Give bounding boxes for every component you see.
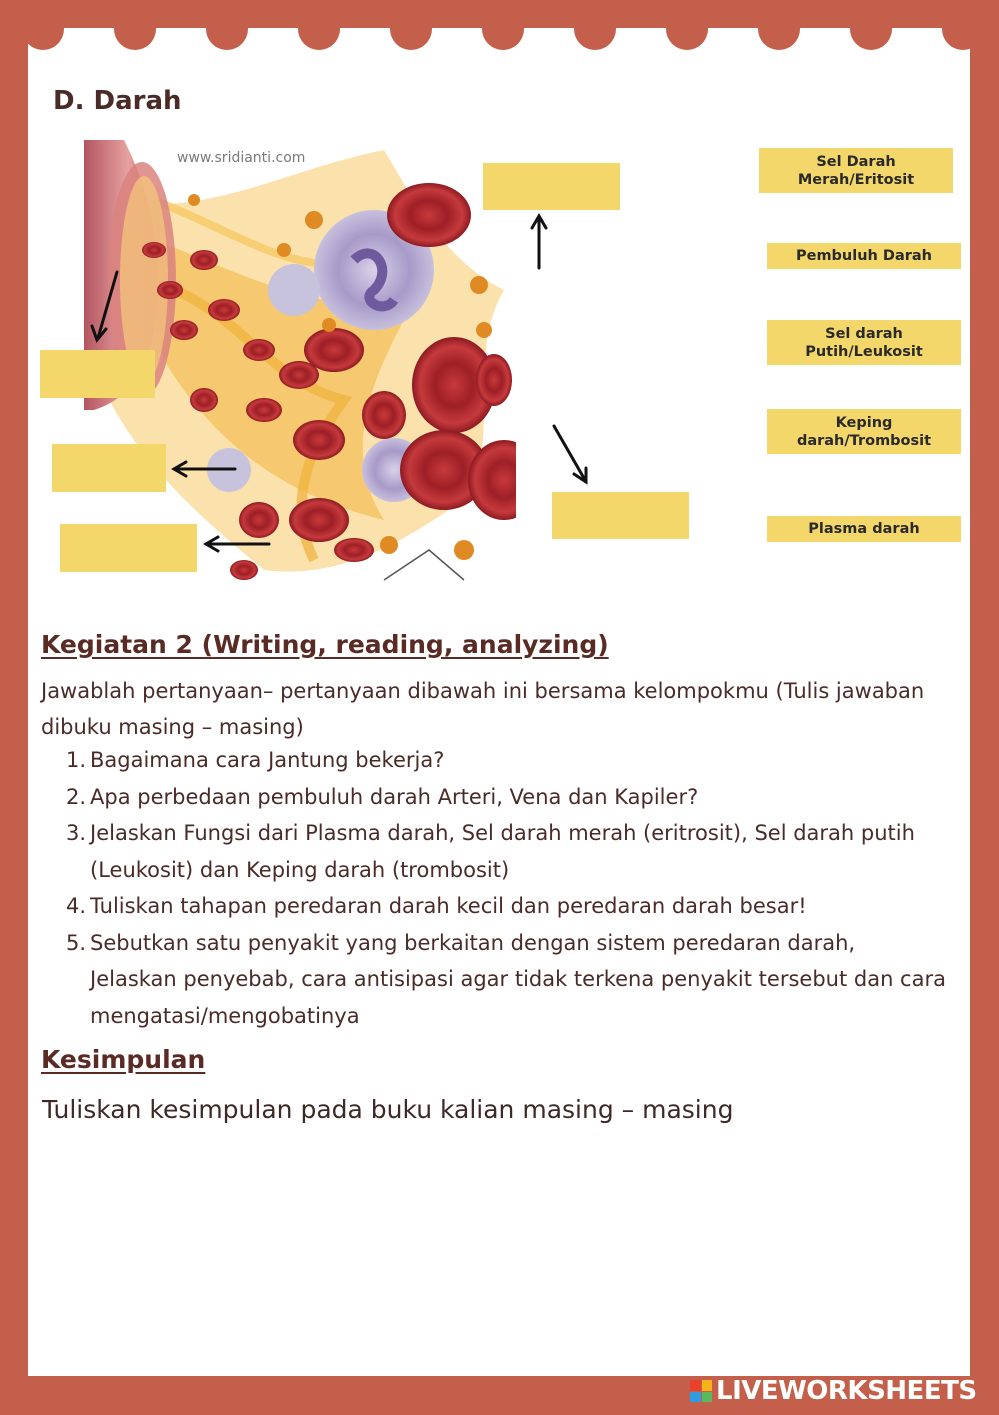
image-watermark: www.sridianti.com [177, 150, 306, 166]
question-number: 5. [66, 930, 87, 955]
question-item [66, 742, 946, 779]
question-item [66, 779, 946, 816]
question-text: Bagaimana cara Jantung bekerja? [90, 748, 445, 772]
answer-box-4[interactable] [552, 492, 689, 539]
answer-box-5[interactable] [60, 524, 197, 572]
activity-heading: Kegiatan 2 (Writing, reading, analyzing) [41, 630, 609, 659]
answer-box-1[interactable] [483, 163, 620, 210]
question-text: Sebutkan satu penyakit yang berkaitan dengan sistem peredaran darah, Jelaskan penyebab, cara antisipasi agar tidak terkena penyakit tersebut dan cara mengatasi/mengobatinya [90, 930, 946, 1028]
question-item [66, 815, 946, 888]
liveworksheets-logo-icon [690, 1380, 712, 1402]
activity-instruction: Jawablah pertanyaan– pertanyaan dibawah ini bersama kelompokmu (Tulis jawaban dibuku masing – masing) [41, 679, 925, 739]
section-title: D. Darah [53, 86, 182, 116]
label-trombosit[interactable]: Keping darah/Trombosit [767, 409, 961, 454]
question-item [66, 888, 946, 925]
question-list [66, 742, 946, 1034]
question-number: 1. [66, 748, 87, 772]
conclusion-heading: Kesimpulan [41, 1045, 206, 1074]
answer-box-3[interactable] [52, 444, 166, 492]
question-text: Tuliskan tahapan peredaran darah kecil dan peredaran darah besar! [90, 894, 807, 918]
brand-name: LIVEWORKSHEETS [716, 1376, 977, 1406]
question-item [66, 925, 946, 1035]
liveworksheets-brand [690, 1376, 977, 1406]
question-number: 4. [66, 894, 87, 918]
label-pembuluh-darah[interactable]: Pembuluh Darah [767, 243, 961, 269]
label-plasma-darah[interactable]: Plasma darah [767, 516, 961, 542]
question-number: 3. [66, 821, 87, 845]
answer-box-2[interactable] [40, 350, 155, 398]
label-eritrosit[interactable]: Sel Darah Merah/Eritosit [759, 148, 953, 193]
question-text: Apa perbedaan pembuluh darah Arteri, Vena dan Kapiler? [90, 784, 699, 809]
conclusion-text: Tuliskan kesimpulan pada buku kalian masing – masing [42, 1095, 734, 1124]
question-text: Jelaskan Fungsi dari Plasma darah, Sel darah merah (eritrosit), Sel darah putih (Leukosit) dan Keping darah (trombosit) [90, 821, 915, 882]
question-number: 2. [66, 784, 87, 809]
label-leukosit[interactable]: Sel darah Putih/Leukosit [767, 320, 961, 365]
